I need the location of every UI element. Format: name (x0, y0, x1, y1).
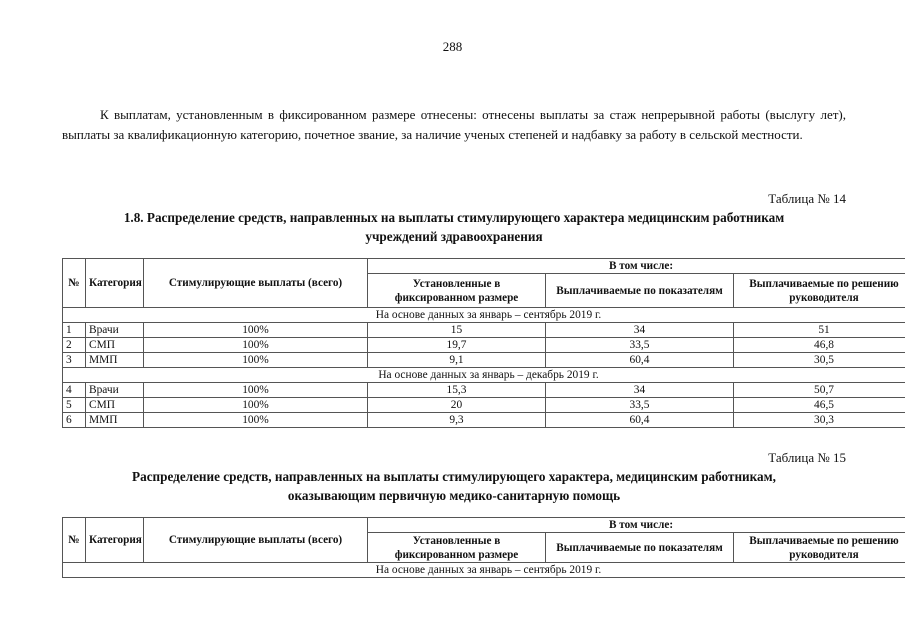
table-row (63, 323, 905, 338)
table15-title-line2: оказывающим первичную медико-санитарную помощь (287, 488, 621, 503)
section-title: На основе данных за январь – декабрь 2019 г. (63, 368, 905, 383)
cell-total: 100% (144, 353, 368, 368)
header-category: Категория (86, 259, 144, 308)
table14-title-line2: учреждений здравоохранения (365, 229, 543, 244)
cell-num: 6 (63, 413, 86, 428)
cell-manager: 46,5 (734, 398, 905, 413)
header-num: № (63, 518, 86, 563)
cell-manager: 51 (734, 323, 905, 338)
cell-fixed: 9,3 (368, 413, 546, 428)
cell-manager: 46,8 (734, 338, 905, 353)
header-indicators: Выплачиваемые по показателям (546, 274, 734, 308)
body-paragraph: К выплатам, установленным в фиксированном размере отнесены: отнесены выплаты за стаж непрерывной работы (выслугу лет), выплаты за квалификационную категорию, почетное звание, за наличие ученых степеней и надбавку за работу в сельской местности. (62, 107, 846, 142)
cell-category: СМП (86, 338, 144, 353)
cell-total: 100% (144, 398, 368, 413)
header-num: № (63, 259, 86, 308)
table14-title-line1: 1.8. Распределение средств, направленных на выплаты стимулирующего характера медицинским работникам (123, 210, 785, 225)
cell-num: 5 (63, 398, 86, 413)
table14-title (62, 208, 846, 246)
cell-num: 1 (63, 323, 86, 338)
cell-indicators: 60,4 (546, 413, 734, 428)
header-indicators: Выплачиваемые по показателям (546, 533, 734, 563)
cell-num: 4 (63, 383, 86, 398)
cell-total: 100% (144, 383, 368, 398)
cell-indicators: 34 (546, 383, 734, 398)
table15-title (62, 467, 846, 505)
table-row (63, 398, 905, 413)
table14-label: Таблица № 14 (768, 191, 846, 206)
table-row (63, 413, 905, 428)
cell-fixed: 9,1 (368, 353, 546, 368)
section-title: На основе данных за январь – сентябрь 2019 г. (63, 563, 905, 578)
cell-category: СМП (86, 398, 144, 413)
header-total: Стимулирующие выплаты (всего) (144, 259, 368, 308)
cell-category: ММП (86, 353, 144, 368)
cell-fixed: 19,7 (368, 338, 546, 353)
cell-indicators: 33,5 (546, 338, 734, 353)
header-manager: Выплачиваемые по решению руководителя (734, 533, 905, 563)
cell-manager: 50,7 (734, 383, 905, 398)
cell-category: ММП (86, 413, 144, 428)
cell-total: 100% (144, 338, 368, 353)
header-total: Стимулирующие выплаты (всего) (144, 518, 368, 563)
cell-category: Врачи (86, 323, 144, 338)
cell-fixed: 15 (368, 323, 546, 338)
header-category: Категория (86, 518, 144, 563)
table-row (63, 383, 905, 398)
cell-fixed: 15,3 (368, 383, 546, 398)
table15-label: Таблица № 15 (768, 450, 846, 465)
cell-indicators: 33,5 (546, 398, 734, 413)
cell-total: 100% (144, 413, 368, 428)
table-row (63, 353, 905, 368)
header-manager: Выплачиваемые по решению руководителя (734, 274, 905, 308)
table14 (62, 258, 905, 428)
cell-num: 3 (63, 353, 86, 368)
cell-manager: 30,5 (734, 353, 905, 368)
cell-total: 100% (144, 323, 368, 338)
page-number: 288 (442, 39, 463, 54)
cell-indicators: 60,4 (546, 353, 734, 368)
table15-title-line1: Распределение средств, направленных на выплаты стимулирующего характера, медицинским работникам, (132, 469, 776, 484)
header-incl: В том числе: (368, 518, 905, 533)
cell-num: 2 (63, 338, 86, 353)
cell-manager: 30,3 (734, 413, 905, 428)
table-row (63, 338, 905, 353)
cell-indicators: 34 (546, 323, 734, 338)
cell-fixed: 20 (368, 398, 546, 413)
section-title: На основе данных за январь – сентябрь 2019 г. (63, 308, 905, 323)
cell-category: Врачи (86, 383, 144, 398)
header-fixed: Установленные в фиксированном размере (368, 274, 546, 308)
header-incl: В том числе: (368, 259, 905, 274)
table15 (62, 517, 905, 578)
header-fixed: Установленные в фиксированном размере (368, 533, 546, 563)
